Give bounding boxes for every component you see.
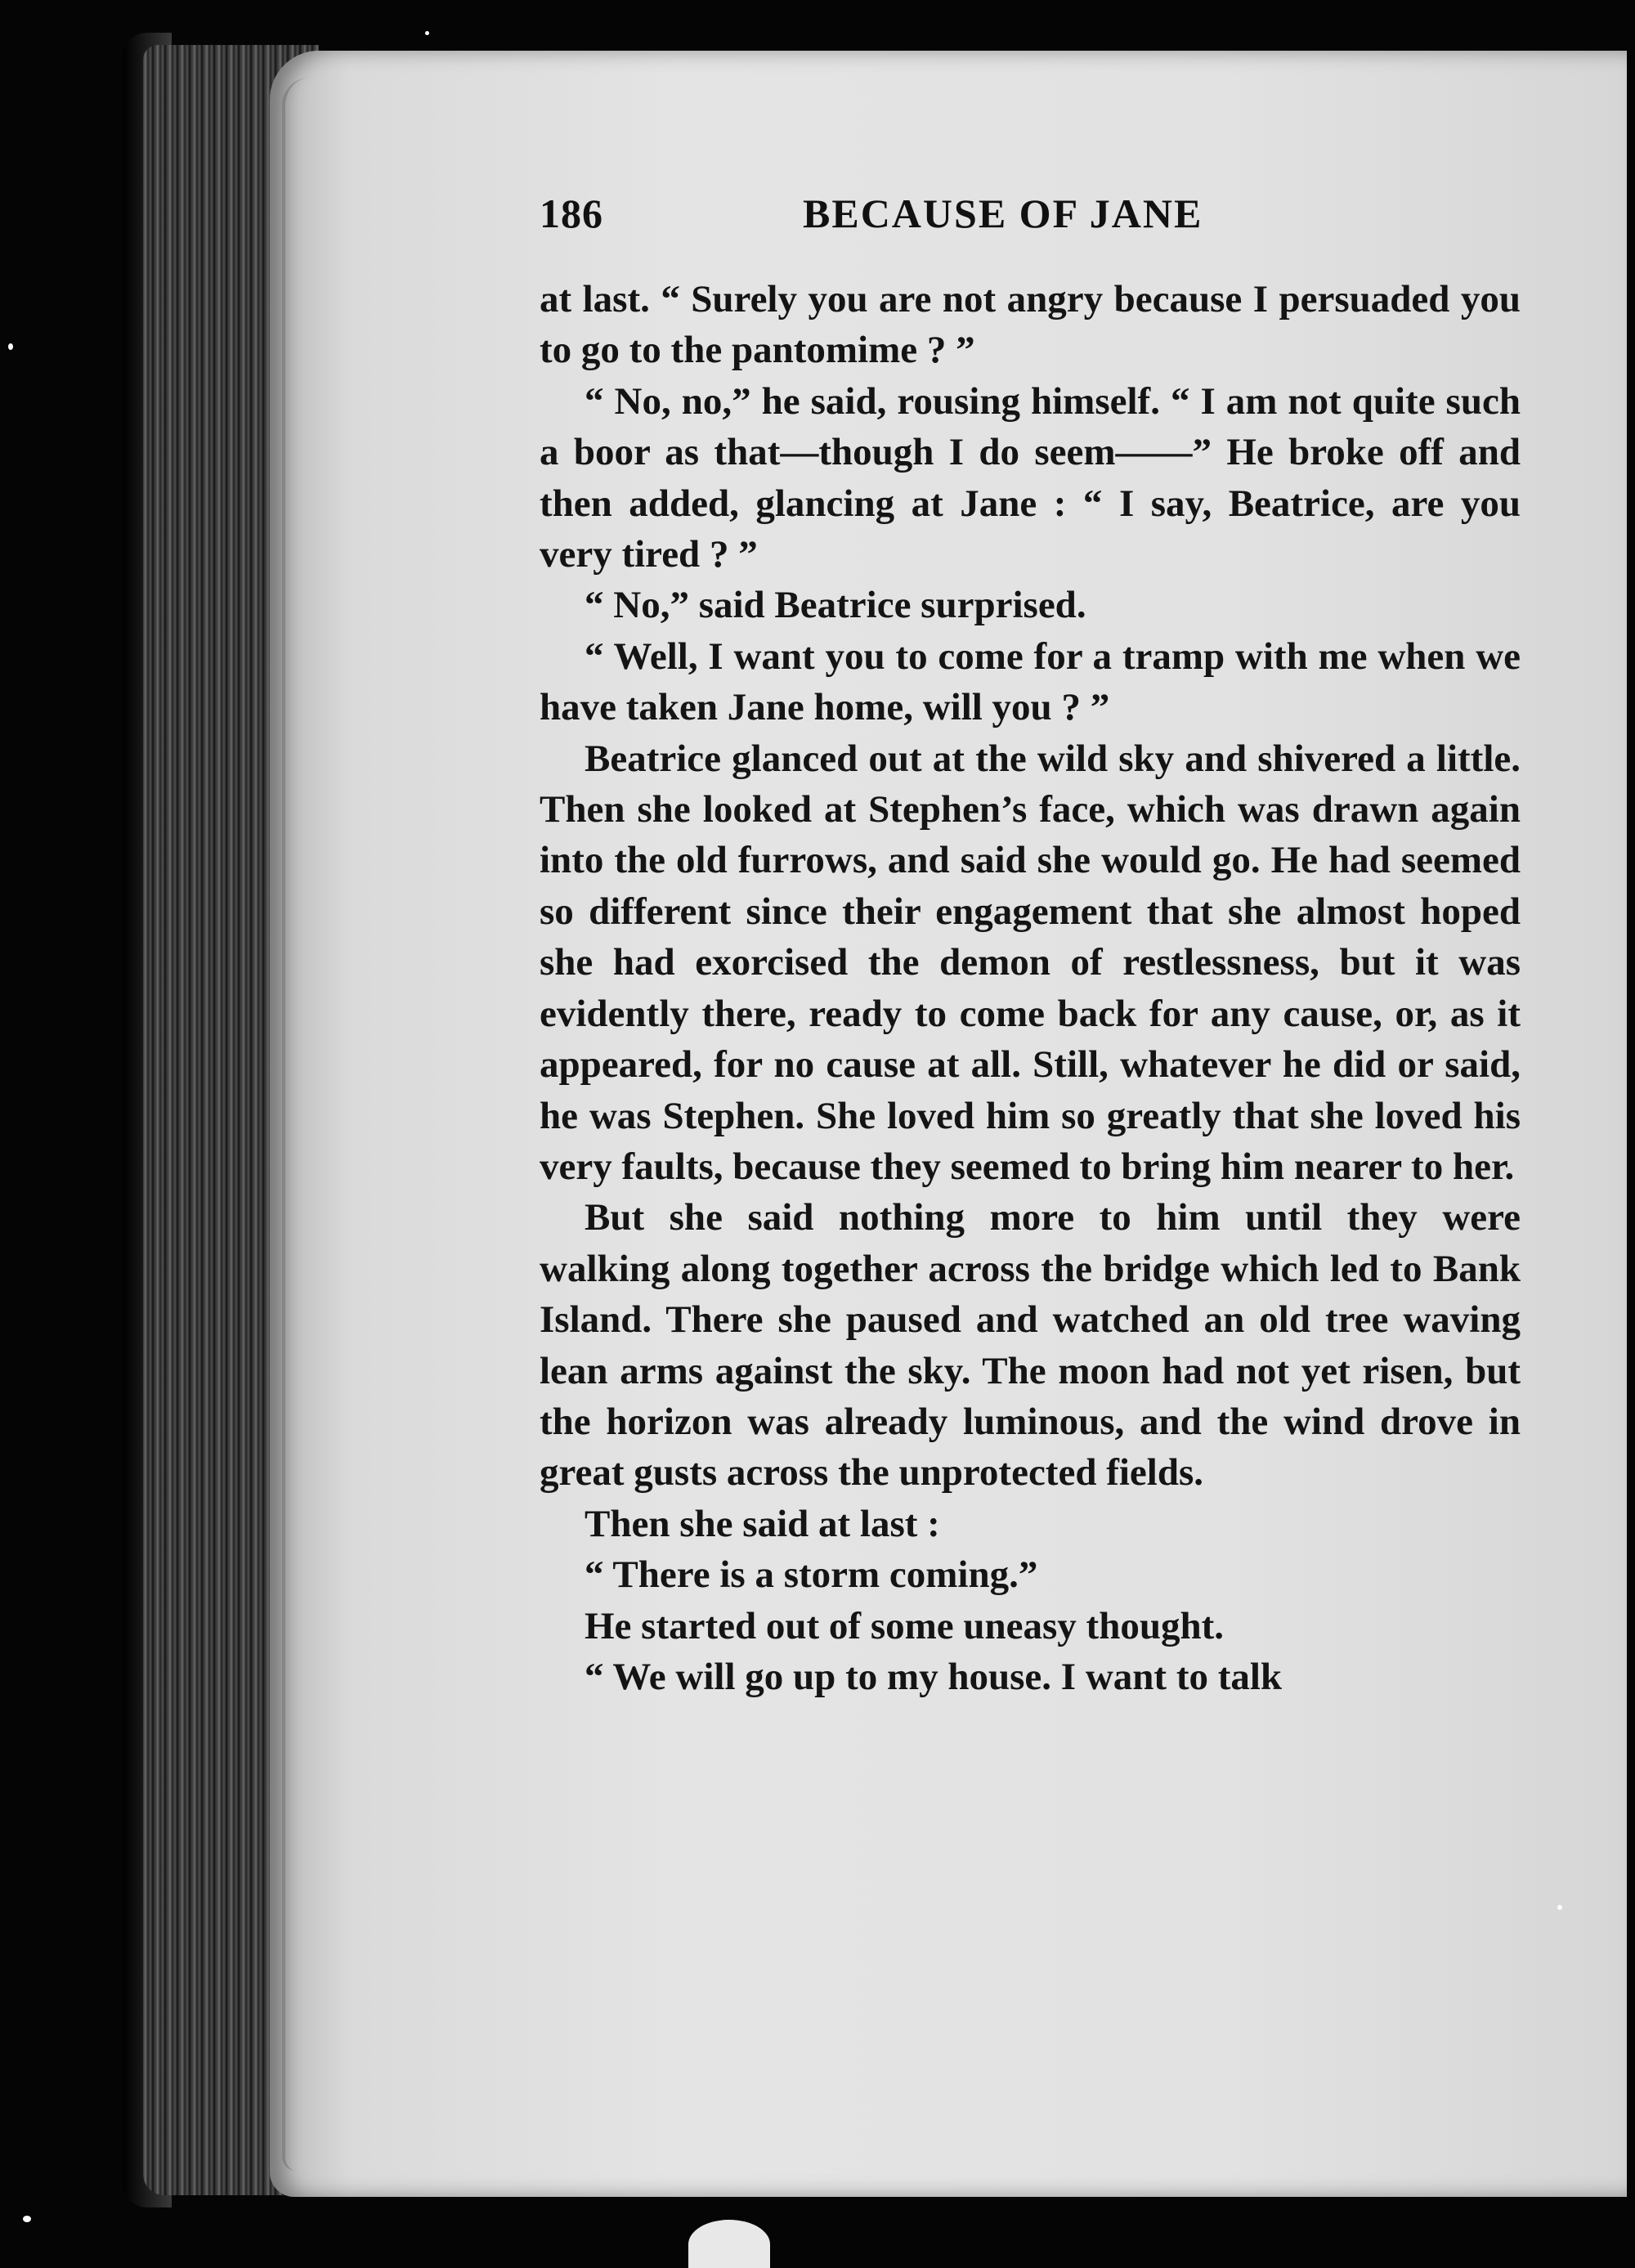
scan-speck	[1557, 1905, 1562, 1910]
paragraph: “ No,” said Beatrice surprised.	[585, 584, 1086, 627]
paragraph: Beatrice glanced out at the wild sky and shivered a little. Then she looked at Stephen’s face, which was drawn again into the old furrows, and said she would go. He had seemed so different since their engagement that she almost hoped she had exorcised the demon of restlessness, but it was evidently there, ready to come back for any cause, or, as it appeared, for no cause at all. Still, whatever he did or said, he was Stephen. She loved him so greatly that she loved his very faults, because they seemed to bring him nearer to her.	[540, 737, 1521, 1188]
page-number: 186	[540, 190, 603, 236]
paragraph: at last. “ Surely you are not angry because I persuaded you to go to the pantomime ? ”	[540, 278, 1521, 372]
paragraph: “ Well, I want you to come for a tramp with me when we have taken Jane home, will you ? ”	[540, 634, 1521, 729]
paragraph: He started out of some uneasy thought.	[585, 1604, 1225, 1647]
scan-speck	[23, 2216, 31, 2222]
scan-artifact	[688, 2220, 770, 2268]
paragraph: “ We will go up to my house. I want to talk	[585, 1655, 1283, 1698]
paragraph: “ No, no,” he said, rousing himself. “ I am not quite such a boor as that—though I do seem——” He broke off and then added, glancing at Jane : “ I say, Beatrice, are you very tired ? ”	[540, 379, 1521, 576]
scan-speck	[425, 31, 429, 35]
paragraph: Then she said at last :	[585, 1502, 940, 1545]
running-head: BECAUSE OF JANE	[803, 190, 1203, 236]
body-text	[540, 274, 1521, 1702]
scan-speck	[8, 343, 13, 350]
paragraph: “ There is a storm coming.”	[585, 1553, 1038, 1597]
page-curl-edge	[282, 78, 310, 2171]
paragraph: But she said nothing more to him until they were walking along together across the bridge which led to Bank Island. There she paused and watched an old tree waving lean arms against the sky. The moon had not yet risen, but the horizon was already luminous, and the wind drove in great gusts across the unprotected fields.	[540, 1196, 1521, 1495]
page-header	[540, 190, 1516, 239]
